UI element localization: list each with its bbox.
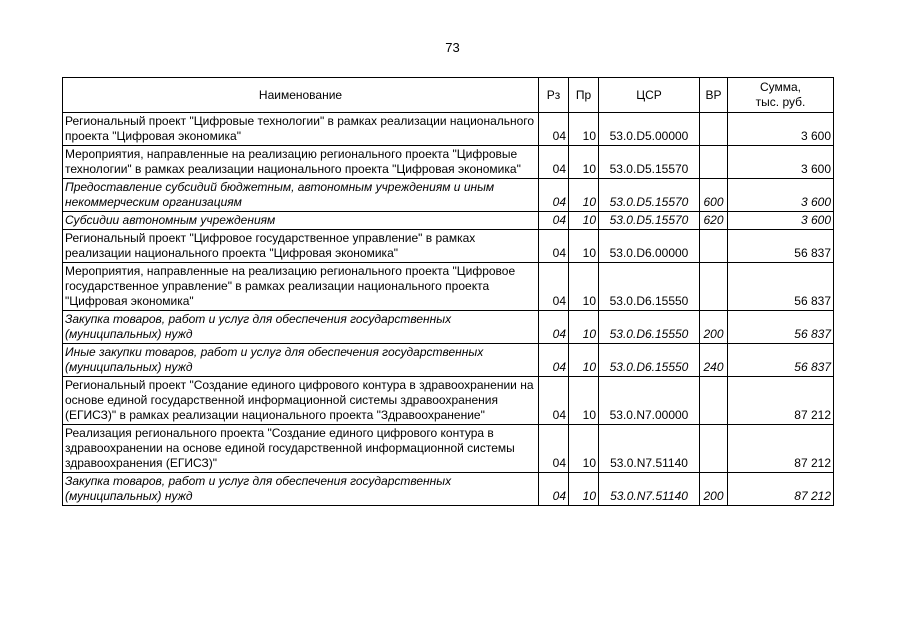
table-body [63, 113, 834, 506]
cell-csr: 53.0.N7.51140 [599, 425, 700, 473]
cell-vr: 200 [700, 473, 728, 506]
cell-vr [700, 377, 728, 425]
cell-sum: 56 837 [728, 230, 834, 263]
cell-name: Региональный проект "Создание единого цифрового контура в здравоохранении на основе единой государственной информационной системы здравоохранения (ЕГИСЗ)" в рамках реализации национального проекта "Здравоохранение" [63, 377, 539, 425]
cell-name: Региональный проект "Цифровое государственное управление" в рамках реализации национального проекта "Цифровая экономика" [63, 230, 539, 263]
cell-sum: 56 837 [728, 344, 834, 377]
cell-pr: 10 [569, 263, 599, 311]
header-csr: ЦСР [599, 78, 700, 113]
cell-name: Региональный проект "Цифровые технологии" в рамках реализации национального проекта "Цифровая экономика" [63, 113, 539, 146]
cell-vr [700, 425, 728, 473]
cell-name: Предоставление субсидий бюджетным, автономным учреждениям и иным некоммерческим организациям [63, 179, 539, 212]
header-rz: Рз [539, 78, 569, 113]
cell-csr: 53.0.D6.15550 [599, 263, 700, 311]
cell-csr: 53.0.D5.00000 [599, 113, 700, 146]
cell-sum: 56 837 [728, 311, 834, 344]
cell-rz: 04 [539, 212, 569, 230]
cell-sum: 87 212 [728, 425, 834, 473]
cell-name: Субсидии автономным учреждениям [63, 212, 539, 230]
cell-vr [700, 230, 728, 263]
cell-rz: 04 [539, 377, 569, 425]
cell-rz: 04 [539, 179, 569, 212]
cell-name: Закупка товаров, работ и услуг для обеспечения государственных (муниципальных) нужд [63, 473, 539, 506]
cell-sum: 3 600 [728, 212, 834, 230]
cell-csr: 53.0.D5.15570 [599, 212, 700, 230]
table-row [63, 377, 834, 425]
cell-rz: 04 [539, 263, 569, 311]
table-row [63, 212, 834, 230]
table-row [63, 425, 834, 473]
cell-vr: 200 [700, 311, 728, 344]
cell-pr: 10 [569, 344, 599, 377]
table-row [63, 473, 834, 506]
cell-name: Мероприятия, направленные на реализацию регионального проекта "Цифровые технологии" в рамках реализации национального проекта "Цифровая экономика" [63, 146, 539, 179]
table-row [63, 230, 834, 263]
cell-csr: 53.0.N7.51140 [599, 473, 700, 506]
cell-pr: 10 [569, 212, 599, 230]
cell-rz: 04 [539, 230, 569, 263]
cell-name: Мероприятия, направленные на реализацию регионального проекта "Цифровое государственное управление" в рамках реализации национального проекта "Цифровая экономика" [63, 263, 539, 311]
cell-rz: 04 [539, 473, 569, 506]
cell-sum: 87 212 [728, 473, 834, 506]
cell-csr: 53.0.D5.15570 [599, 179, 700, 212]
header-pr: Пр [569, 78, 599, 113]
cell-rz: 04 [539, 113, 569, 146]
cell-pr: 10 [569, 230, 599, 263]
cell-name: Иные закупки товаров, работ и услуг для обеспечения государственных (муниципальных) нужд [63, 344, 539, 377]
cell-rz: 04 [539, 311, 569, 344]
table-row [63, 146, 834, 179]
cell-pr: 10 [569, 425, 599, 473]
cell-sum: 3 600 [728, 179, 834, 212]
cell-sum: 56 837 [728, 263, 834, 311]
table-row [63, 263, 834, 311]
cell-pr: 10 [569, 179, 599, 212]
page-number: 73 [445, 40, 460, 55]
cell-rz: 04 [539, 146, 569, 179]
cell-pr: 10 [569, 473, 599, 506]
cell-vr [700, 263, 728, 311]
cell-pr: 10 [569, 311, 599, 344]
table-row [63, 311, 834, 344]
table-row [63, 179, 834, 212]
cell-sum: 3 600 [728, 113, 834, 146]
cell-pr: 10 [569, 377, 599, 425]
table-row [63, 344, 834, 377]
header-sum: Сумма, тыс. руб. [728, 78, 834, 113]
cell-csr: 53.0.D6.15550 [599, 344, 700, 377]
header-vr: ВР [700, 78, 728, 113]
cell-vr [700, 146, 728, 179]
cell-vr: 240 [700, 344, 728, 377]
cell-csr: 53.0.D6.15550 [599, 311, 700, 344]
cell-vr [700, 113, 728, 146]
cell-vr: 600 [700, 179, 728, 212]
cell-csr: 53.0.N7.00000 [599, 377, 700, 425]
cell-rz: 04 [539, 344, 569, 377]
cell-vr: 620 [700, 212, 728, 230]
budget-table [62, 77, 834, 506]
table-row [63, 113, 834, 146]
cell-pr: 10 [569, 113, 599, 146]
cell-sum: 3 600 [728, 146, 834, 179]
header-name: Наименование [63, 78, 539, 113]
cell-pr: 10 [569, 146, 599, 179]
cell-csr: 53.0.D5.15570 [599, 146, 700, 179]
table-header-row [63, 78, 834, 113]
cell-name: Закупка товаров, работ и услуг для обеспечения государственных (муниципальных) нужд [63, 311, 539, 344]
cell-sum: 87 212 [728, 377, 834, 425]
cell-name: Реализация регионального проекта "Создание единого цифрового контура в здравоохранении на основе единой государственной информационной системы здравоохранения (ЕГИСЗ)" [63, 425, 539, 473]
cell-csr: 53.0.D6.00000 [599, 230, 700, 263]
cell-rz: 04 [539, 425, 569, 473]
